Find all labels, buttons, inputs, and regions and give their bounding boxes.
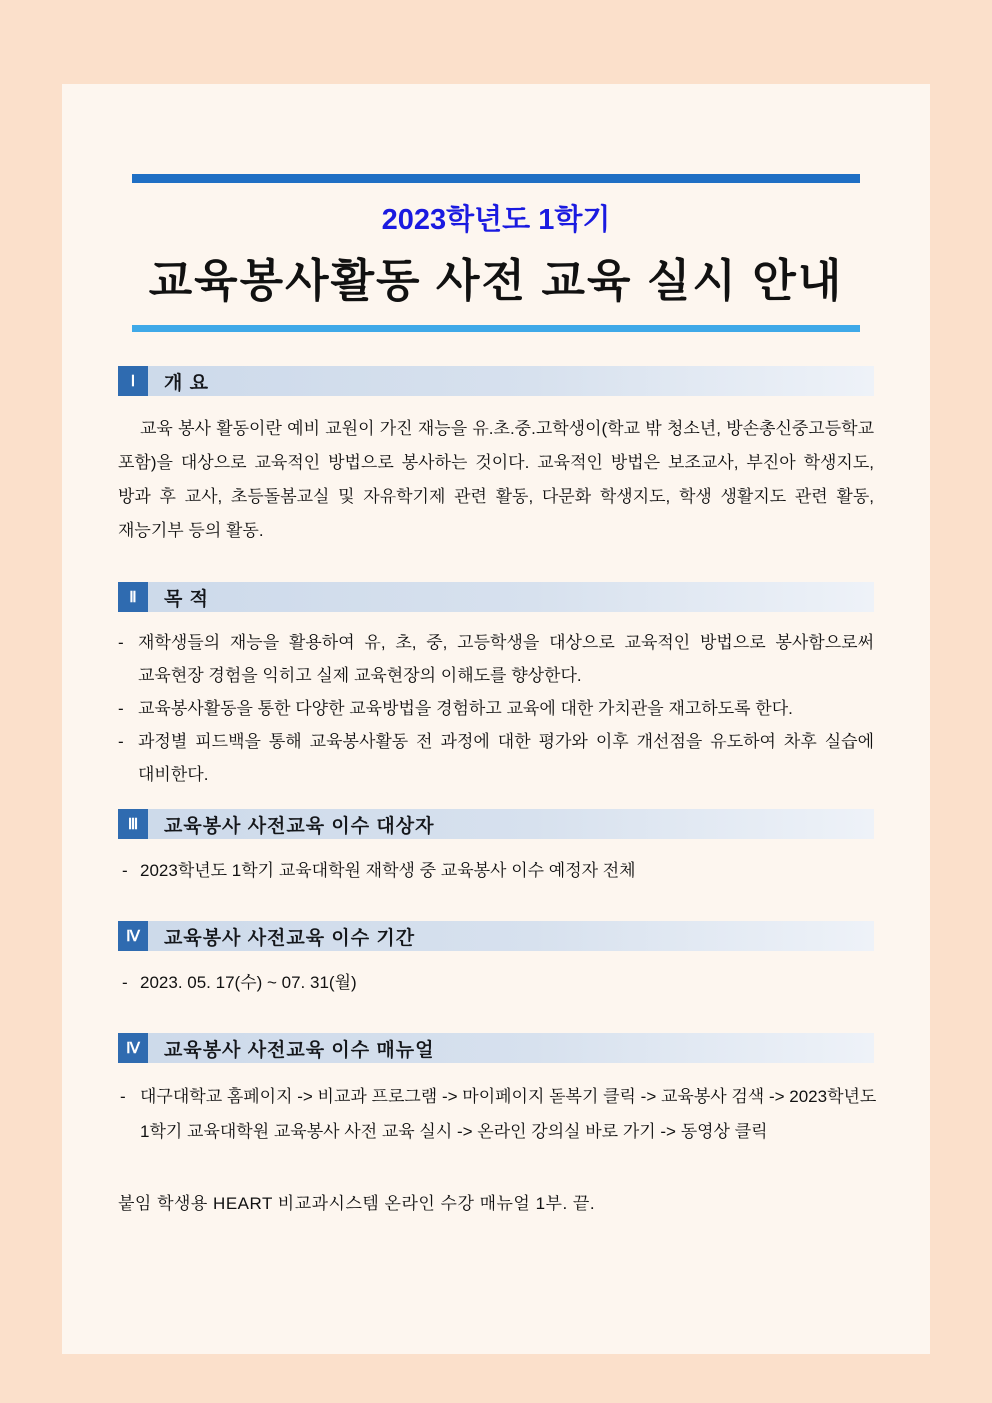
section-4-text: 2023. 05. 17(수) ~ 07. 31(월) — [140, 973, 357, 992]
section-5-line — [118, 1079, 880, 1149]
bullet-dash: - — [118, 732, 124, 751]
section-title-1: 개 요 — [164, 372, 209, 394]
document-title-block — [118, 183, 874, 325]
section-number-4: Ⅳ — [118, 921, 148, 951]
document-page — [62, 84, 930, 1354]
list-item — [118, 692, 874, 725]
title-top-rule — [132, 174, 860, 183]
section-title-2: 목 적 — [164, 588, 209, 610]
section-header-5 — [118, 1033, 874, 1063]
list-item — [118, 725, 874, 791]
section-number-1: Ⅰ — [118, 366, 148, 396]
bullet-dash: - — [118, 633, 124, 652]
title-bottom-rule — [132, 325, 860, 332]
bullet-dash: - — [122, 973, 128, 992]
section-number-5: Ⅳ — [118, 1033, 148, 1063]
section-number-2: Ⅱ — [118, 582, 148, 612]
section-header-3 — [118, 809, 874, 839]
list-item-text: 교육봉사활동을 통한 다양한 교육방법을 경험하고 교육에 대한 가치관을 재고하도록 한다. — [138, 699, 793, 718]
document-body — [118, 174, 877, 1214]
section-3-text: 2023학년도 1학기 교육대학원 재학생 중 교육봉사 이수 예정자 전체 — [140, 861, 636, 880]
bullet-dash: - — [122, 861, 128, 880]
section-2-bullet-list — [118, 626, 874, 791]
section-title-5: 교육봉사 사전교육 이수 매뉴얼 — [164, 1039, 435, 1061]
section-header-4 — [118, 921, 874, 951]
list-item-text: 재학생들의 재능을 활용하여 유, 초, 중, 고등학생을 대상으로 교육적인 방법으로 봉사함으로써 교육현장 경험을 익히고 실제 교육현장의 이해도를 향상한다. — [138, 633, 874, 685]
section-number-3: Ⅲ — [118, 809, 148, 839]
section-3-line — [118, 855, 874, 887]
bullet-dash: - — [120, 1087, 126, 1106]
section-5-text: 대구대학교 홈페이지 -> 비교과 프로그램 -> 마이페이지 돋복기 클릭 -> 교육봉사 검색 -> 2023학년도 1학기 교육대학원 교육봉사 사전 교육 실시 -> 온라인 강의실 바로 가기 -> 동영상 클릭 — [140, 1087, 877, 1141]
section-title-3: 교육봉사 사전교육 이수 대상자 — [164, 815, 435, 837]
bullet-dash: - — [118, 699, 124, 718]
attachment-note: 붙임 학생용 HEART 비교과시스템 온라인 수강 매뉴얼 1부. 끝. — [118, 1194, 596, 1213]
section-header-1 — [118, 366, 874, 396]
title-subtitle: 2023학년도 1학기 — [381, 204, 611, 236]
section-1-paragraph: 교육 봉사 활동이란 예비 교원이 가진 재능을 유.초.중.고학생이(학교 밖 청소년, 방손총신중고등학교 포함)을 대상으로 교육적인 방법으로 봉사하는 것이다. 교육적인 방법은 보조교사, 부진아 학생지도, 방과 후 교사, 초등돌봄교실 및 자유학기제 관련 활동, 다문화 학생지도, 학생 생활지도 관련 활동, 재능기부 등의 활동. — [118, 419, 874, 540]
list-item-text: 과정별 피드백을 통해 교육봉사활동 전 과정에 대한 평가와 이후 개선점을 유도하여 차후 실습에 대비한다. — [138, 732, 874, 784]
section-header-2 — [118, 582, 874, 612]
page-title: 교육봉사활동 사전 교육 실시 안내 — [148, 255, 844, 306]
section-title-4: 교육봉사 사전교육 이수 기간 — [164, 927, 416, 949]
list-item — [118, 626, 874, 692]
section-4-line — [118, 967, 874, 999]
